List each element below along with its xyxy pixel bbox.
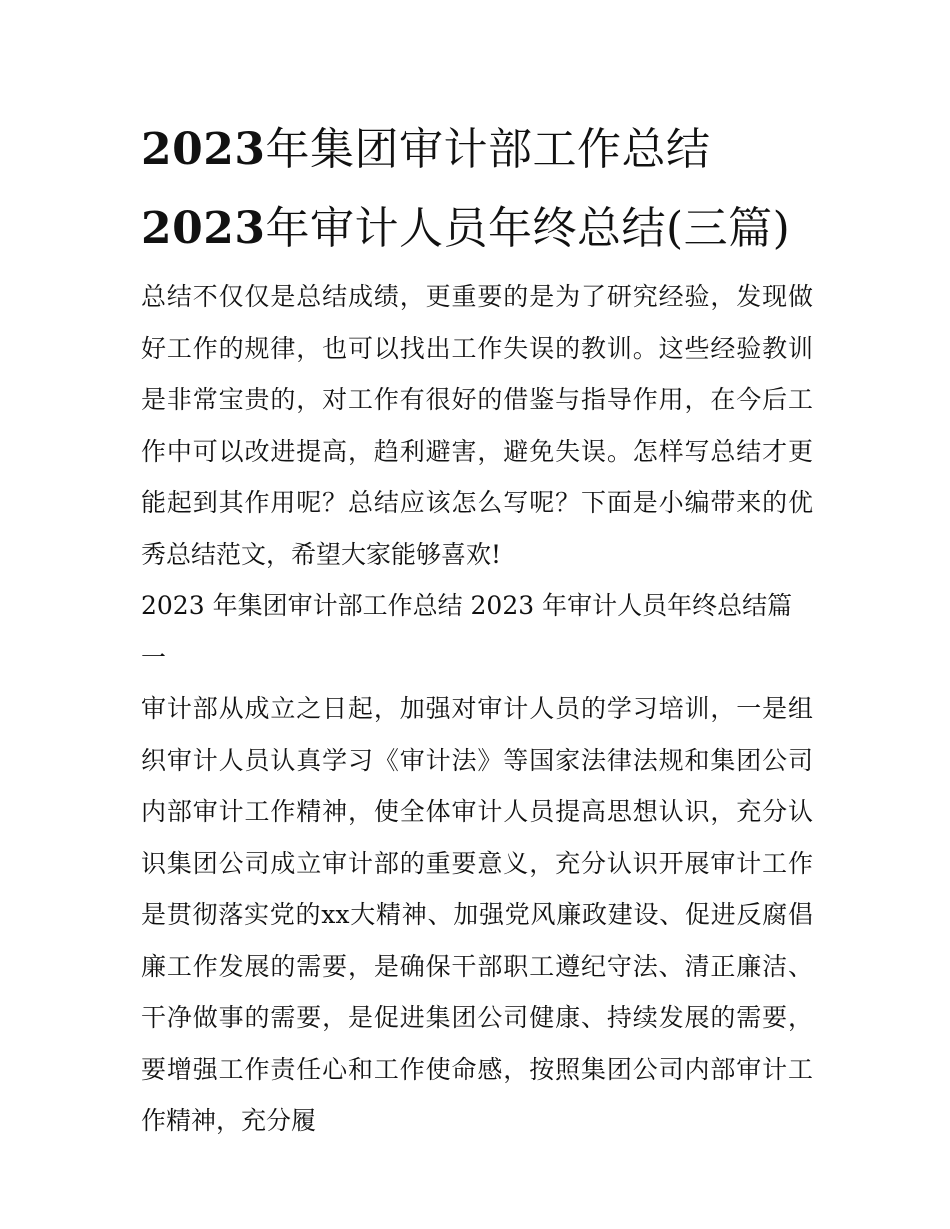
title-year-1: 2023: [141, 124, 266, 175]
document-title: [141, 110, 813, 268]
title-text-1: 年集团审计部工作总结: [265, 124, 711, 175]
intro-paragraph: 总结不仅仅是总结成绩，更重要的是为了研究经验，发现做好工作的规律，也可以找出工作失误的教训。这些经验教训是非常宝贵的，对工作有很好的借鉴与指导作用，在今后工作中可以改进提高，趋利避害，避免失误。怎样写总结才更能起到其作用呢？总结应该怎么写呢？下面是小编带来的优秀总结范文，希望大家能够喜欢!: [141, 282, 813, 569]
body-paragraph: 审计部从成立之日起，加强对审计人员的学习培训，一是组织审计人员认真学习《审计法》等国家法律法规和集团公司内部审计工作精神，使全体审计人员提高思想认识，充分认识集团公司成立审计部的重要意义，充分认识开展审计工作是贯彻落实党的xx大精神、加强党风廉政建设、促进反腐倡廉工作发展的需要，是确保干部职工遵纪守法、清正廉洁、干净做事的需要，是促进集团公司健康、持续发展的需要，要增强工作责任心和工作使命感，按照集团公司内部审计工作精神，充分履: [141, 694, 813, 1135]
document-content: [141, 110, 813, 1147]
title-year-2: 2023: [141, 203, 266, 254]
section-heading: 2023 年集团审计部工作总结 2023 年审计人员年终总结篇一: [141, 591, 793, 672]
title-text-2: 年审计人员年终总结(三篇): [265, 203, 791, 254]
